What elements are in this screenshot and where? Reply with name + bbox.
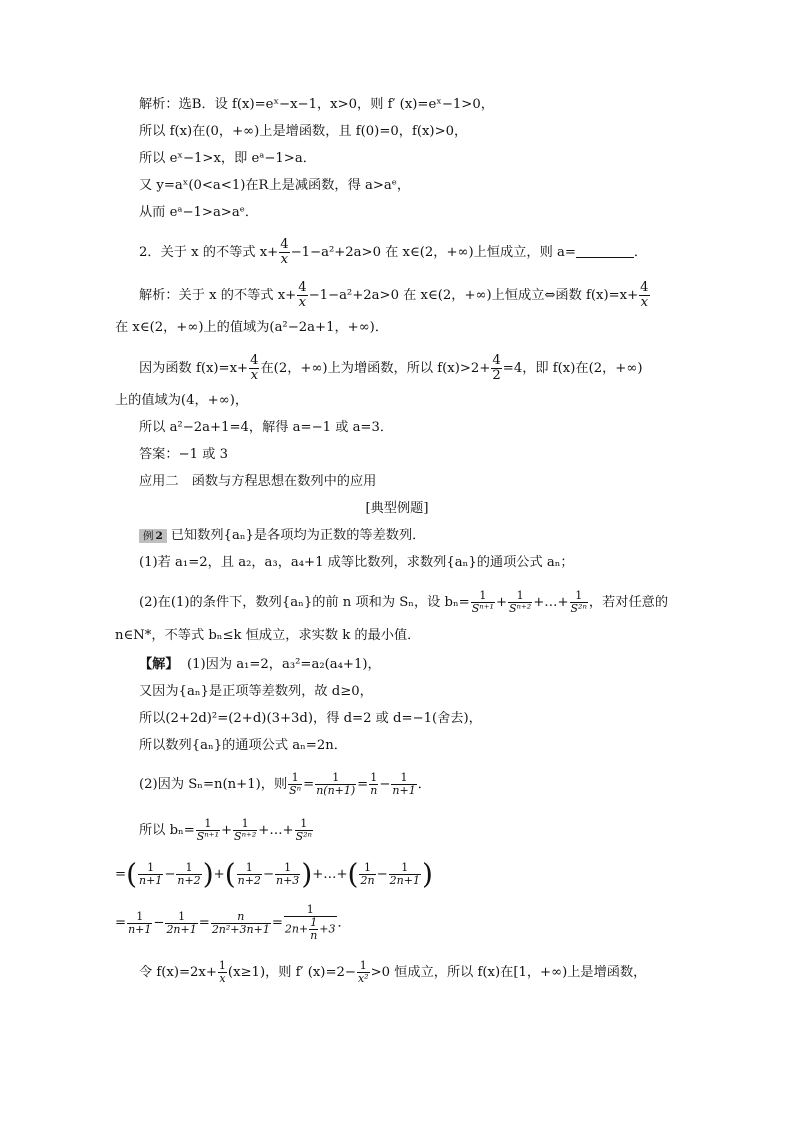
frac-num: 1 xyxy=(275,862,300,875)
answer-line: 答案：−1 或 3 xyxy=(139,447,228,462)
fraction-1-over-x2 xyxy=(357,960,370,985)
fraction-term xyxy=(127,911,152,936)
left-paren: ( xyxy=(224,857,236,891)
analysis-line-5: 所以 a²−2a+1=4，解得 a=−1 或 a=3． xyxy=(139,420,394,435)
frac-den: 2n xyxy=(360,874,375,887)
analysis-text-b: −1−a²+2a>0 在 x∈(2，+∞)上恒成立⇔函数 f(x)=x+ xyxy=(308,288,639,303)
frac-den: x xyxy=(298,295,307,310)
example-2-q1: (1)若 a₁=2，且 a₂，a₃，a₄+1 成等比数列，求数列{aₙ}的通项公式 aₙ； xyxy=(139,555,574,570)
frac-num: 4 xyxy=(298,280,307,295)
example-2-stem xyxy=(139,526,425,546)
frac-num: 1 xyxy=(176,862,201,875)
frac-den: n(n+1) xyxy=(316,784,356,797)
den-part-a: 2n+ xyxy=(284,922,309,936)
frac-den: Sⁿ⁺² xyxy=(234,830,257,843)
badge-text: 例 xyxy=(143,530,154,542)
analysis-line-2: 在 x∈(2，+∞)上的值域为(a²−2a+1，+∞)． xyxy=(115,320,389,335)
problem-2-text-a: 2．关于 x 的不等式 x+ xyxy=(139,245,279,260)
frac-num: 4 xyxy=(280,237,289,252)
frac-den: x xyxy=(250,368,258,383)
frac-num: 1 xyxy=(218,959,226,972)
analysis-text-d: 在(2，+∞)上为增函数，所以 f(x)>2+ xyxy=(260,361,491,376)
fraction-n-over-quadratic xyxy=(211,911,271,936)
q2-text-a: (2)在(1)的条件下，数列{aₙ}的前 n 项和为 Sₙ，设 bₙ= xyxy=(139,595,470,610)
fraction-1-over-s xyxy=(508,590,532,615)
frac-den: x² xyxy=(357,972,369,985)
right-paren: ) xyxy=(421,857,433,891)
frac-den: Sⁿ xyxy=(289,784,302,797)
section-label: [典型例题] xyxy=(365,501,429,516)
analysis-line-4: 上的值域为(4，+∞)， xyxy=(115,393,249,408)
example-2-q2-cont: n∈N*，不等式 bₙ≤k 恒成立，求实数 k 的最小值． xyxy=(115,628,421,643)
frac-den: n xyxy=(310,929,318,942)
frac-den: x xyxy=(280,252,289,267)
frac-num: n xyxy=(211,911,271,924)
ellipsis-sign: +…+ xyxy=(533,595,569,610)
fraction-term xyxy=(165,911,197,936)
fraction-4-over-2 xyxy=(491,354,501,383)
solution2-text-1: (1)因为 a₁=2，a₃²=a₂(a₄+1)， xyxy=(186,657,381,672)
solution2-line-5: (2)因为 Sₙ=n(n+1)，则 $\frac{1}{\text{Sⁿ}}$ = $\frac{1}{n(n+1)}$ = $\frac{1}{n}$ − $\frac{1}{n+1}$ ． xyxy=(139,771,431,797)
fraction-1-over-x xyxy=(218,960,227,985)
frac-num: 1 xyxy=(196,818,220,831)
frac-num: 1 xyxy=(391,772,416,785)
frac-den: 2n+1 xyxy=(166,922,197,936)
solution2-line-9 xyxy=(139,960,646,985)
fraction-term xyxy=(389,862,421,887)
frac-num: 1 xyxy=(315,772,356,785)
frac-den: S²ⁿ xyxy=(570,602,587,615)
fraction-1-over-s xyxy=(196,818,220,843)
fraction-1-over-sn xyxy=(288,772,302,797)
frac-den: x xyxy=(219,972,226,985)
badge-num: 2 xyxy=(155,530,163,542)
solution2-line-4: 所以数列{aₙ}的通项公式 aₙ=2n． xyxy=(139,738,347,753)
solution2-line-6: 所以 bₙ= $\frac{1}{\text{Sⁿ⁺¹}}$ + $\frac{1}{\text{Sⁿ⁺²}}$ +…+ $\frac{1}{\text{S²ⁿ}}$ xyxy=(139,817,312,843)
fraction-1-over-n1 xyxy=(391,772,416,797)
frac-den: 2n+1 xyxy=(389,874,420,887)
fraction-term xyxy=(176,862,201,887)
frac-num: 1 xyxy=(284,904,337,917)
answer-blank[interactable] xyxy=(576,245,634,258)
frac-den: n xyxy=(370,784,378,797)
q2-text-b: ，若对任意的 xyxy=(588,595,669,610)
fraction-term xyxy=(237,862,262,887)
left-paren: ( xyxy=(126,857,137,891)
analysis-text-a: 解析：关于 x 的不等式 x+ xyxy=(139,288,297,303)
frac-num: 1 xyxy=(357,960,370,973)
frac-den: Sⁿ⁺¹ xyxy=(196,830,219,843)
frac-num: 1 xyxy=(295,818,313,831)
right-paren: ) xyxy=(202,857,214,891)
fraction-4-over-x xyxy=(279,238,289,267)
example-2-q2 xyxy=(139,590,668,615)
frac-den: 2n²+3n+1 xyxy=(211,922,270,936)
example-badge xyxy=(139,529,167,543)
problem-2 xyxy=(139,238,647,267)
problem-2-text-b: −1−a²+2a>0 在 x∈(2，+∞)上恒成立，则 a= xyxy=(290,245,576,260)
frac-num: 1 xyxy=(508,590,532,603)
solution-line-2: 所以 f(x)在(0，+∞)上是增函数，且 f(0)=0，f(x)>0， xyxy=(139,124,468,139)
frac-num: 4 xyxy=(250,353,259,368)
frac-den xyxy=(284,917,337,942)
inner-fraction xyxy=(309,917,318,942)
frac-den: 2 xyxy=(492,368,501,383)
s5-text: (2)因为 Sₙ=n(n+1)，则 xyxy=(139,777,288,792)
solution-line-1: 解析：选B．设 f(x)=eˣ−x−1，x>0，则 f′ (x)=eˣ−1>0， xyxy=(139,97,494,112)
left-paren: ( xyxy=(347,857,359,891)
fraction-1-over-s xyxy=(233,818,257,843)
frac-num: 1 xyxy=(310,916,318,929)
frac-num: 1 xyxy=(138,862,163,875)
plus-sign: + xyxy=(495,595,507,610)
analysis-text-e: =4，即 f(x)在(2，+∞) xyxy=(502,361,643,376)
frac-num: 1 xyxy=(471,590,495,603)
fraction-term xyxy=(359,862,375,887)
fraction-1-over-s xyxy=(295,818,313,843)
frac-num: 4 xyxy=(492,353,501,368)
analysis-text-c: 因为函数 f(x)=x+ xyxy=(139,361,249,376)
fraction-1-over-s xyxy=(471,590,495,615)
frac-den: Sⁿ⁺² xyxy=(509,602,532,615)
frac-den: n+3 xyxy=(276,874,300,887)
frac-num: 1 xyxy=(127,911,152,924)
analysis-line-3 xyxy=(139,354,642,383)
fraction-1-over-n xyxy=(369,772,378,797)
fraction-term xyxy=(275,862,300,887)
frac-num: 1 xyxy=(359,862,375,875)
problem-2-end: ． xyxy=(633,245,648,260)
example-stem-text: 已知数列{aₙ}是各项均为正数的等差数列． xyxy=(170,528,426,543)
solution2-line-3: 所以(2+2d)²=(2+d)(3+3d)，得 d=2 或 d=−1(舍去)， xyxy=(139,711,482,726)
frac-num: 1 xyxy=(389,862,421,875)
solution2-line-1 xyxy=(139,655,381,675)
solution-line-5: 从而 eᵃ−1>a>aᵉ． xyxy=(139,205,259,220)
s9-text-b: (x≥1)，则 f′ (x)=2− xyxy=(227,965,356,980)
fraction-4-over-x xyxy=(297,281,307,310)
frac-den: n+1 xyxy=(139,874,163,887)
solution-tag: 【解】 xyxy=(139,657,179,672)
solution-line-3: 所以 eˣ−1>x，即 eᵃ−1>a． xyxy=(139,151,316,166)
frac-num: 4 xyxy=(640,280,649,295)
s9-text-c: >0 恒成立，所以 f(x)在[1，+∞)上是增函数， xyxy=(370,965,647,980)
den-part-b: +3 xyxy=(319,922,336,936)
frac-num: 1 xyxy=(233,818,257,831)
frac-den: n+1 xyxy=(128,922,152,936)
s6-text: 所以 bₙ= xyxy=(139,823,195,838)
solution2-line-7: =( $\frac{1}{n+1}$ − $\frac{1}{n+2}$ )+( $\frac{1}{n+2}$ − $\frac{1}{n+3}$ )+…+( $\frac{1}{2n}$ − $\frac{1}{2n+1}$ ) xyxy=(115,857,433,891)
frac-den: Sⁿ⁺¹ xyxy=(471,602,494,615)
frac-den: x xyxy=(640,295,649,310)
frac-num: 1 xyxy=(237,862,262,875)
frac-den: n+2 xyxy=(237,874,261,887)
frac-num: 1 xyxy=(570,590,588,603)
solution2-line-2: 又因为{aₙ}是正项等差数列，故 d≥0， xyxy=(139,684,373,699)
fraction-term xyxy=(138,862,163,887)
frac-num: 1 xyxy=(370,771,378,784)
fraction-4-over-x xyxy=(639,281,649,310)
solution2-line-8: = $\frac{1}{n+1}$ − $\frac{1}{2n+1}$ = $\frac{n}{\text{2n²+3n+1}}$ = 1 2n+ $\frac{1}{n}$ +3 ． xyxy=(115,903,351,942)
frac-num: 1 xyxy=(288,772,302,785)
analysis-line-1 xyxy=(139,281,651,310)
frac-den: n+2 xyxy=(177,874,201,887)
frac-den: n+1 xyxy=(392,784,416,797)
fraction-1-over-s xyxy=(570,590,588,615)
fraction-4-over-x xyxy=(249,354,259,383)
fraction-simplified xyxy=(284,904,337,942)
section-heading: 应用二 函数与方程思想在数列中的应用 xyxy=(139,474,377,489)
frac-den: S²ⁿ xyxy=(295,830,312,843)
right-paren: ) xyxy=(301,857,313,891)
s9-text-a: 令 f(x)=2x+ xyxy=(139,965,217,980)
frac-num: 1 xyxy=(165,911,197,924)
solution-line-4: 又 y=aˣ(0<a<1)在R上是减函数，得 a>aᵉ， xyxy=(139,178,411,193)
fraction-1-over-nn1 xyxy=(315,772,356,797)
